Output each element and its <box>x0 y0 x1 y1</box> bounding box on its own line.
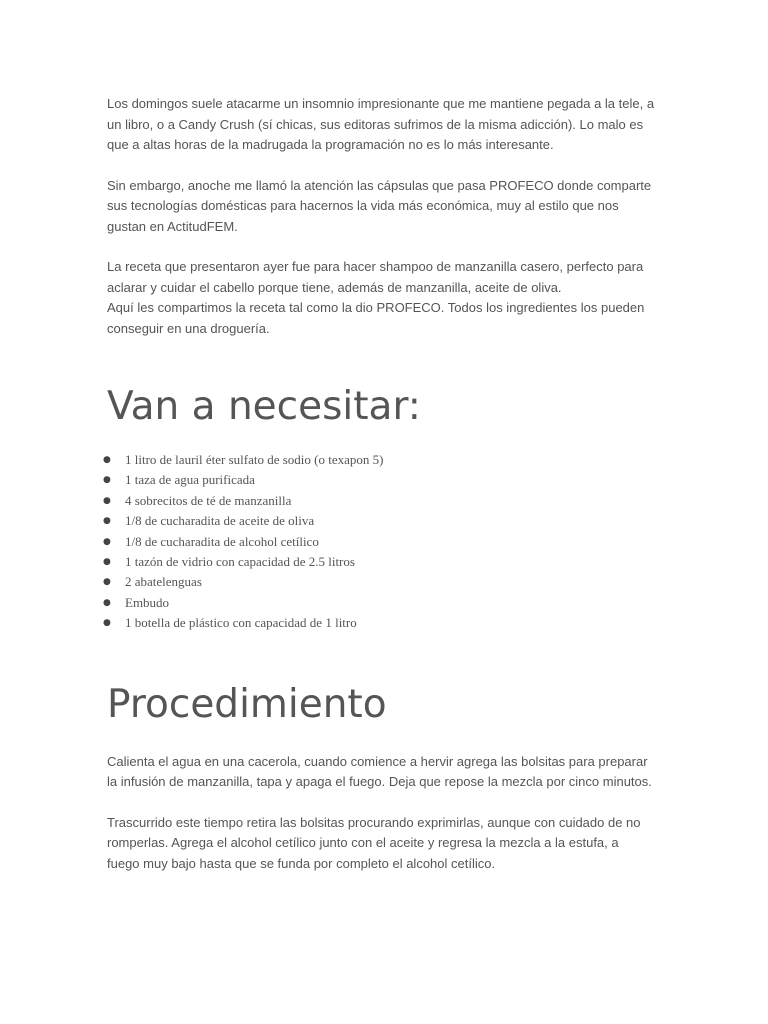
list-item <box>103 552 667 572</box>
list-item <box>103 593 667 613</box>
text-line: Calienta el agua en una cacerola, cuando comience a hervir agrega las bolsitas para preparar <box>107 753 648 769</box>
bullet-icon: ● <box>103 557 111 568</box>
text-line: conseguir en una droguería. <box>107 320 270 336</box>
list-item <box>103 470 667 490</box>
ingredients-list <box>103 450 667 634</box>
list-item <box>103 511 667 531</box>
ingredient-text: 2 abatelenguas <box>125 574 202 590</box>
text-line: que a altas horas de la madrugada la programación no es lo más interesante. <box>107 137 554 152</box>
bullet-icon: ● <box>103 516 111 527</box>
ingredient-text: 1/8 de cucharadita de aceite de oliva <box>125 513 315 529</box>
procedure-paragraph-2 <box>107 813 667 875</box>
procedure-heading: Procedimiento <box>107 681 387 727</box>
ingredient-text: 1 botella de plástico con capacidad de 1 litro <box>125 615 357 631</box>
text-line: Aquí les compartimos la receta tal como la dio PROFECO. Todos los ingredientes los pueden <box>107 300 645 315</box>
list-item <box>103 572 667 592</box>
text-line: sus tecnologías domésticas para hacernos la vida más económica, muy al estilo que nos <box>107 198 619 213</box>
text-line: Trascurrido este tiempo retira las bolsitas procurando exprimirlas, aunque con cuidado de no <box>107 814 641 830</box>
bullet-icon: ● <box>103 618 111 629</box>
text-line: gustan en ActitudFEM. <box>107 218 238 234</box>
ingredients-heading: Van a necesitar: <box>107 384 421 429</box>
text-line: aclarar y cuidar el cabello porque tiene, además de manzanilla, aceite de oliva. <box>107 279 562 295</box>
text-line: Los domingos suele atacarme un insomnio impresionante que me mantiene pegada a la tele, a <box>107 96 655 111</box>
list-item <box>103 613 667 633</box>
ingredient-text: Embudo <box>125 594 170 610</box>
ingredient-text: 4 sobrecitos de té de manzanilla <box>125 492 292 508</box>
text-line: fuego muy bajo hasta que se funda por completo el alcohol cetílico. <box>107 855 496 871</box>
list-item <box>103 450 667 470</box>
ingredient-text: 1/8 de cucharadita de alcohol cetílico <box>125 533 319 549</box>
ingredient-text: 1 litro de lauril éter sulfato de sodio (o texapon 5) <box>125 452 384 467</box>
procedure-paragraph-1 <box>107 752 667 793</box>
text-line: La receta que presentaron ayer fue para hacer shampoo de manzanilla casero, perfecto para <box>107 259 644 274</box>
bullet-icon: ● <box>103 597 111 608</box>
document-body <box>103 94 667 894</box>
bullet-icon: ● <box>103 455 111 465</box>
bullet-icon: ● <box>103 577 111 588</box>
text-line: Sin embargo, anoche me llamó la atención las cápsulas que pasa PROFECO donde comparte <box>107 177 652 193</box>
text-line: romperlas. Agrega el alcohol cetílico junto con el aceite y regresa la mezcla a la estufa, a <box>107 835 619 851</box>
ingredient-text: 1 taza de agua purificada <box>125 472 255 488</box>
intro-paragraph-2 <box>107 176 667 238</box>
bullet-icon: ● <box>103 536 111 547</box>
list-item <box>103 491 667 511</box>
intro-paragraph-1 <box>107 94 667 156</box>
intro-paragraph-3 <box>107 257 667 339</box>
list-item <box>103 532 667 552</box>
ingredient-text: 1 tazón de vidrio con capacidad de 2.5 litros <box>125 554 355 570</box>
text-line: un libro, o a Candy Crush (sí chicas, sus editoras sufrimos de la misma adicción). Lo malo es <box>107 116 644 132</box>
bullet-icon: ● <box>103 475 111 486</box>
bullet-icon: ● <box>103 495 111 506</box>
text-line: la infusión de manzanilla, tapa y apaga el fuego. Deja que repose la mezcla por cinco minutos. <box>107 774 652 790</box>
